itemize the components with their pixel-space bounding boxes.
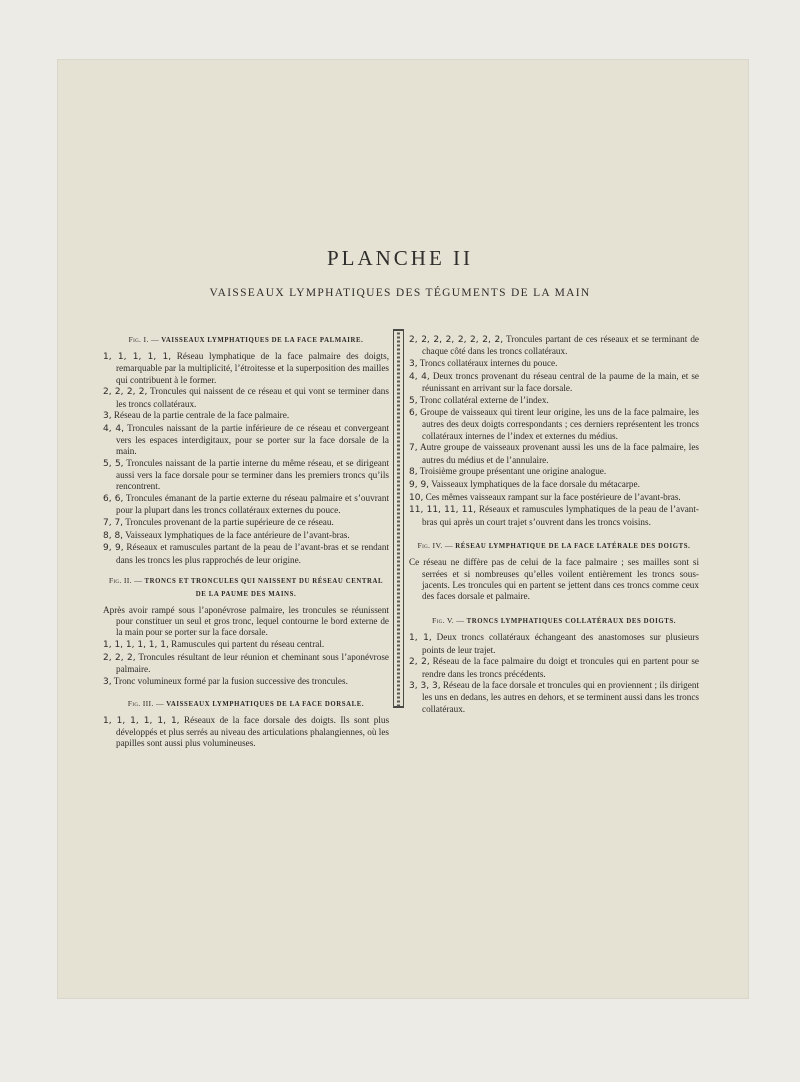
legend-entry (103, 530, 389, 542)
fig1-entries (103, 351, 389, 566)
legend-entry (103, 676, 389, 688)
fig5-entries (409, 632, 699, 714)
entry-number: 5, 5, (103, 459, 124, 470)
fig1-heading (103, 334, 389, 346)
entry-number: 3, (409, 358, 418, 369)
page-subtitle: VAISSEAUX LYMPHATIQUES DES TÉGUMENTS DE LA MAIN (209, 287, 591, 299)
entry-text: Réseaux de la face dorsale des doigts. Ils sont plus développés et plus serrés au niveau des articulations phalangiennes, où les papilles sont aussi plus volumineuses. (116, 714, 390, 749)
entry-text: Troncules résultant de leur réunion et cheminant sous l’aponévrose palmaire. (116, 652, 389, 675)
left-column (103, 334, 389, 750)
fig4-heading (409, 540, 699, 552)
entry-text: Vaisseaux lymphatiques de la face dorsale du métacarpe. (431, 478, 640, 489)
entry-number: 9, 9, (409, 479, 430, 490)
legend-entry (409, 479, 699, 491)
fig3-continued-entries (409, 334, 699, 528)
page-title: PLANCHE II (326, 246, 474, 270)
legend-entry (103, 458, 389, 493)
entry-number: 5, (409, 395, 418, 406)
fig2-entries (103, 639, 389, 688)
fig4-text: Ce réseau ne diffère pas de celui de la face palmaire ; ses mailles sont si serrées et si nombreuses qu’elles voilent entièrement les troncs sous-jacents. Les troncules qui en partent se jettent dans ces troncs comme ceux des faces dorsale et palmaire. (409, 557, 699, 602)
entry-text: Ces mêmes vaisseaux rampant sur la face postérieure de l’avant-bras. (425, 491, 681, 502)
legend-entry (103, 542, 389, 565)
entry-number: 6, (409, 408, 418, 419)
entry-number: 11, 11, 11, 11, (409, 505, 477, 516)
entry-text: Troisième groupe présentant une origine analogue. (419, 466, 607, 477)
entry-text: Réseau de la partie centrale de la face palmaire. (113, 410, 290, 421)
entry-text: Groupe de vaisseaux qui tirent leur origine, les uns de la face palmaire, les autres des deux doigts correspondants ; ces derniers représentent les troncs collatéraux internes de l’index et externes du médius. (420, 407, 699, 441)
entry-text: Réseau de la face dorsale et troncules qui en proviennent ; ils dirigent les uns en dedans, les autres en dehors, et se terminent aussi dans les troncs collatéraux. (422, 680, 699, 714)
entry-number: 2, 2, 2, 2, (103, 387, 148, 398)
legend-entry (103, 715, 389, 750)
entry-number: 3, (103, 676, 112, 687)
fig4-label: Fig. IV. — (417, 541, 453, 551)
fig2-heading (103, 575, 389, 599)
right-column (409, 334, 699, 715)
fig2-intro: Après avoir rampé sous l’aponévrose palmaire, les troncules se réunissent pour constituer un seul et gros tronc, lequel contourne le bord externe de la main pour se porter sur la face dorsale. (103, 604, 389, 638)
legend-entry (409, 656, 699, 679)
entry-text: Troncules naissant de la partie inférieure de ce réseau et convergeant vers les espaces interdigitaux, pour se porter sur la face dorsale de la main. (116, 422, 389, 457)
entry-text: Deux troncs collatéraux échangeant des anastomoses sur plusieurs points de leur trajet. (422, 632, 699, 655)
fig3-caption: VAISSEAUX LYMPHATIQUES DE LA FACE DORSALE. (166, 700, 365, 708)
legend-entry (409, 371, 699, 394)
legend-entry (103, 410, 389, 422)
divider-cap-bottom (393, 706, 404, 708)
legend-entry (103, 386, 389, 409)
entry-text: Réseaux et ramuscules lymphatiques de la peau de l’avant-bras qui après un court trajet s’ouvrent dans les troncs voisins. (422, 504, 699, 527)
entry-number: 1, 1, 1, 1, 1, 1, (103, 715, 180, 726)
fig1-label: Fig. I. — (128, 335, 160, 344)
entry-number: 3, 3, 3, (409, 681, 441, 692)
legend-entry (103, 423, 389, 458)
legend-entry (103, 351, 389, 386)
legend-entry (409, 504, 699, 527)
legend-entry (103, 493, 389, 516)
entry-number: 3, (103, 411, 112, 422)
entry-text: Réseaux et ramuscules partant de la peau de l’avant-bras et se rendant dans les troncs les plus rapprochés de leur origine. (116, 542, 389, 565)
entry-number: 1, 1, (409, 633, 432, 644)
legend-entry (409, 492, 699, 504)
entry-text: Troncules qui naissent de ce réseau et qui vont se terminer dans les troncs collatéraux. (116, 386, 389, 409)
entry-text: Troncules émanant de la partie externe du réseau palmaire et s’ouvrant pour la plupart dans les troncs collatéraux externes du pouce. (116, 493, 389, 516)
entry-text: Deux troncs provenant du réseau central de la paume de la main, et se réunissant en arrivant sur la face dorsale. (422, 370, 699, 393)
entry-number: 8, (409, 467, 418, 478)
entry-text: Troncules naissant de la partie interne du même réseau, et se dirigeant aussi vers la face dorsale pour se terminer dans les premiers troncs qu’ils rencontrent. (116, 458, 389, 492)
legend-entry (103, 517, 389, 529)
legend-entry (409, 442, 699, 465)
legend-entry (409, 680, 699, 715)
fig5-caption: TRONCS LYMPHATIQUES COLLATÉRAUX DES DOIGTS. (466, 618, 677, 626)
fig3-label: Fig. III. — (127, 698, 165, 708)
legend-entry (409, 395, 699, 407)
fig5-label: Fig. V. — (431, 616, 465, 626)
fig1-caption: VAISSEAUX LYMPHATIQUES DE LA FACE PALMAIRE. (161, 337, 364, 344)
fig2-label: Fig. II. — (108, 576, 143, 586)
entry-number: 4, 4, (103, 423, 124, 434)
legend-entry (409, 334, 699, 357)
fig3-entries (103, 715, 389, 750)
legend-entry (409, 407, 699, 442)
entry-number: 1, 1, 1, 1, 1, (103, 352, 172, 363)
entry-number: 6, 6, (103, 494, 124, 505)
entry-text: Tronc volumineux formé par la fusion successive des troncules. (113, 675, 348, 686)
legend-entry (409, 466, 699, 478)
entry-number: 2, 2, 2, (103, 653, 136, 664)
entry-text: Tronc collatéral externe de l’index. (419, 394, 549, 405)
entry-number: 4, 4, (409, 371, 430, 382)
entry-text: Réseau de la face palmaire du doigt et troncules qui en partent pour se rendre dans les troncs précédents. (422, 656, 699, 679)
entry-text: Troncules partant de ces réseaux et se terminant de chaque côté dans les troncs collatéraux. (422, 334, 699, 357)
entry-number: 9, 9, (103, 543, 124, 554)
entry-number: 8, 8, (103, 530, 124, 541)
entry-number: 10, (409, 492, 424, 503)
entry-number: 1, 1, 1, 1, 1, 1, (103, 640, 169, 651)
entry-number: 7, 7, (103, 518, 124, 529)
entry-number: 2, 2, 2, 2, 2, 2, 2, 2, (409, 335, 504, 345)
entry-text: Vaisseaux lymphatiques de la face antérieure de l’avant-bras. (125, 529, 350, 540)
entry-number: 2, 2, (409, 657, 430, 668)
column-divider (393, 331, 404, 706)
legend-entry (409, 358, 699, 370)
entry-number: 7, (409, 443, 418, 454)
fig3-heading (103, 698, 389, 710)
entry-text: Autre groupe de vaisseaux provenant aussi les uns de la face palmaire, les autres du médius et de l’annulaire. (420, 442, 699, 465)
fig4-caption: RÉSEAU LYMPHATIQUE DE LA FACE LATÉRALE DES DOIGTS. (455, 543, 691, 551)
entry-text: Ramuscules qui partent du réseau central. (171, 639, 325, 650)
entry-text: Troncs collatéraux internes du pouce. (419, 357, 558, 368)
fig2-caption: TRONCS ET TRONCULES QUI NAISSENT DU RÉSEAU CENTRAL DE LA PAUME DES MAINS. (144, 578, 384, 598)
legend-entry (103, 652, 389, 675)
entry-text: Réseau lymphatique de la face palmaire des doigts, remarquable par la multiplicité, l’étroitesse et la superposition des mailles qui contribuent à le former. (116, 351, 389, 385)
legend-entry (409, 632, 699, 655)
entry-text: Troncules provenant de la partie supérieure de ce réseau. (125, 517, 334, 528)
legend-entry (103, 639, 389, 651)
fig5-heading (409, 615, 699, 627)
